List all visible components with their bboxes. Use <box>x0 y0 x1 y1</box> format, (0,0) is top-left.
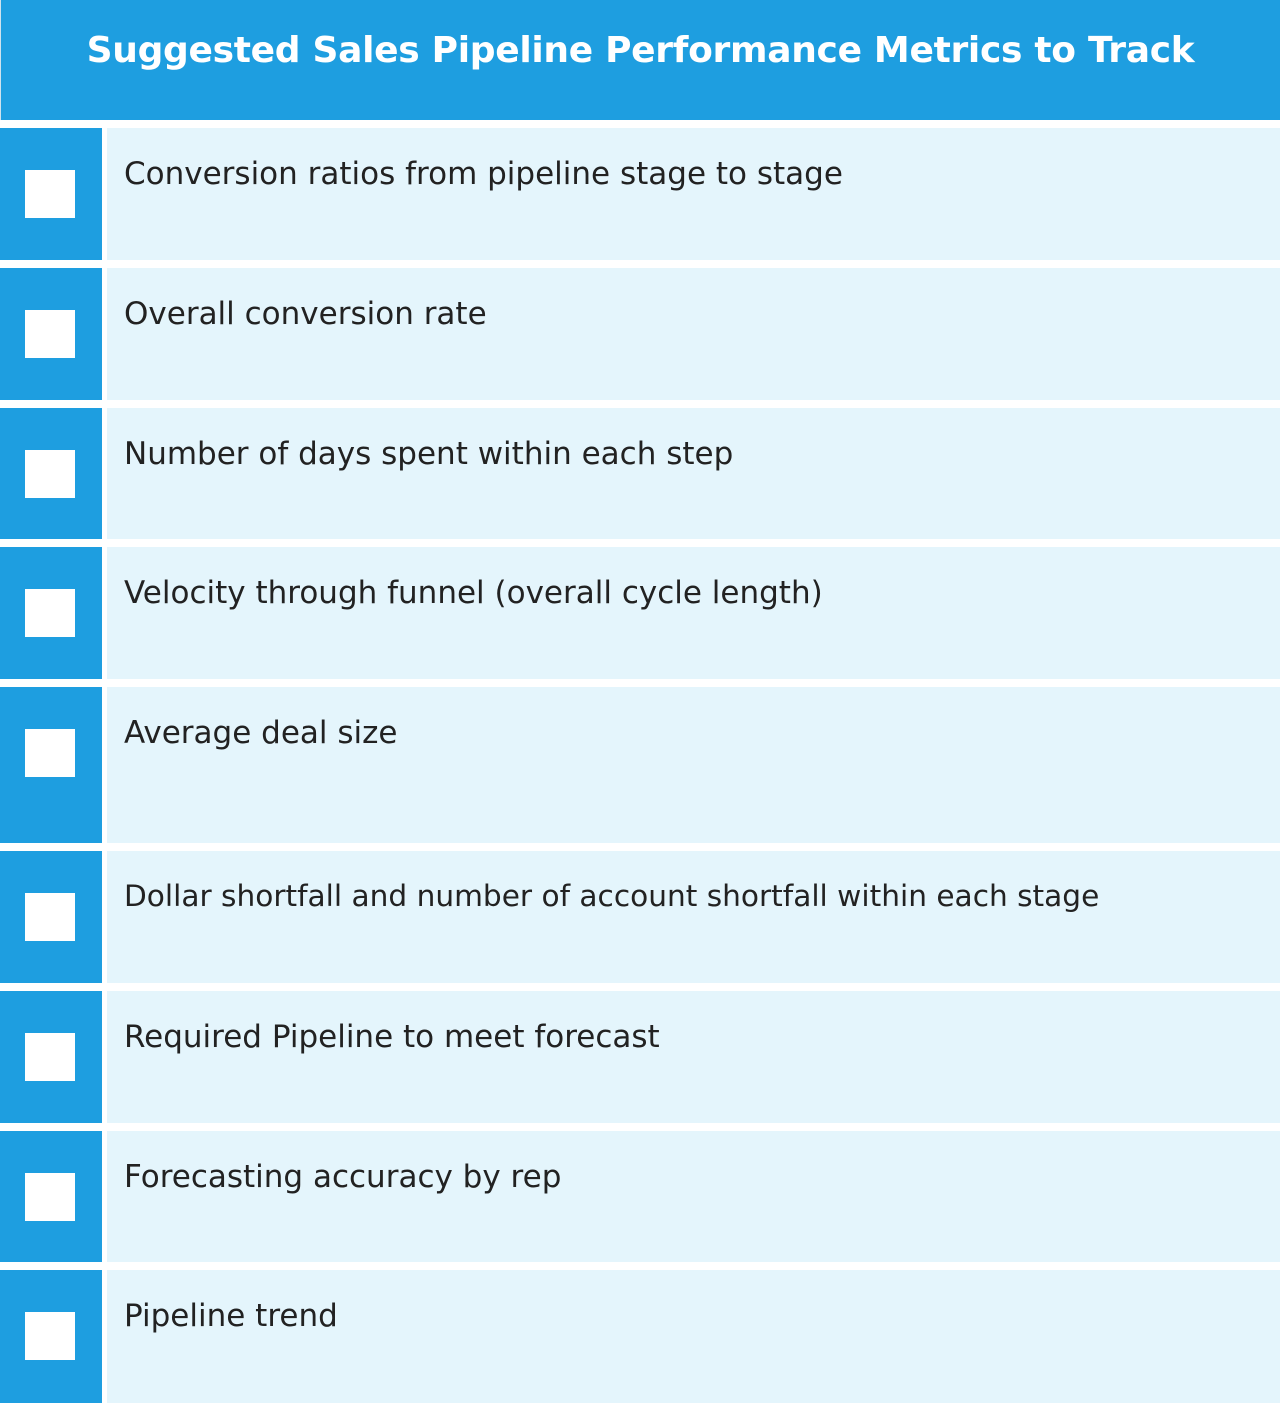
metric-label: Conversion ratios from pipeline stage to stage <box>124 156 843 192</box>
metric-label: Velocity through funnel (overall cycle length) <box>124 575 823 611</box>
checkbox[interactable] <box>25 310 75 358</box>
metric-cell <box>107 687 1280 843</box>
metric-label: Number of days spent within each step <box>124 436 734 472</box>
metric-label: Required Pipeline to meet forecast <box>124 1019 660 1055</box>
checkbox-cell <box>0 547 102 679</box>
metric-label: Overall conversion rate <box>124 296 487 332</box>
checkbox-cell <box>0 268 102 400</box>
checkbox-cell <box>0 687 102 843</box>
checkbox[interactable] <box>25 450 75 498</box>
metric-row <box>0 547 1280 679</box>
checkbox-cell <box>0 851 102 983</box>
metric-label: Dollar shortfall and number of account shortfall within each stage <box>124 879 1100 913</box>
checkbox[interactable] <box>25 893 75 941</box>
checkbox[interactable] <box>25 1312 75 1360</box>
metric-cell <box>107 1131 1280 1262</box>
page-title: Suggested Sales Pipeline Performance Metrics to Track <box>86 29 1195 71</box>
checkbox-cell <box>0 128 102 260</box>
checkbox[interactable] <box>25 1033 75 1081</box>
page-header <box>0 0 1280 120</box>
checkbox[interactable] <box>25 589 75 637</box>
metric-cell <box>107 851 1280 983</box>
metric-label: Forecasting accuracy by rep <box>124 1159 562 1195</box>
metric-cell <box>107 1270 1280 1403</box>
checkbox-cell <box>0 1131 102 1262</box>
metric-cell <box>107 408 1280 539</box>
metric-row <box>0 687 1280 843</box>
checkbox-cell <box>0 408 102 539</box>
metric-row <box>0 1270 1280 1403</box>
metric-row <box>0 851 1280 983</box>
metric-cell <box>107 268 1280 400</box>
metric-row <box>0 1131 1280 1262</box>
metric-row <box>0 408 1280 539</box>
metric-row <box>0 991 1280 1123</box>
metric-cell <box>107 991 1280 1123</box>
checkbox-cell <box>0 1270 102 1403</box>
metric-label: Average deal size <box>124 715 398 751</box>
metric-cell <box>107 547 1280 679</box>
metric-row <box>0 268 1280 400</box>
checkbox[interactable] <box>25 729 75 777</box>
checkbox-cell <box>0 991 102 1123</box>
metric-row <box>0 128 1280 260</box>
checkbox[interactable] <box>25 1173 75 1221</box>
metric-label: Pipeline trend <box>124 1298 338 1334</box>
metric-cell <box>107 128 1280 260</box>
checkbox[interactable] <box>25 170 75 218</box>
